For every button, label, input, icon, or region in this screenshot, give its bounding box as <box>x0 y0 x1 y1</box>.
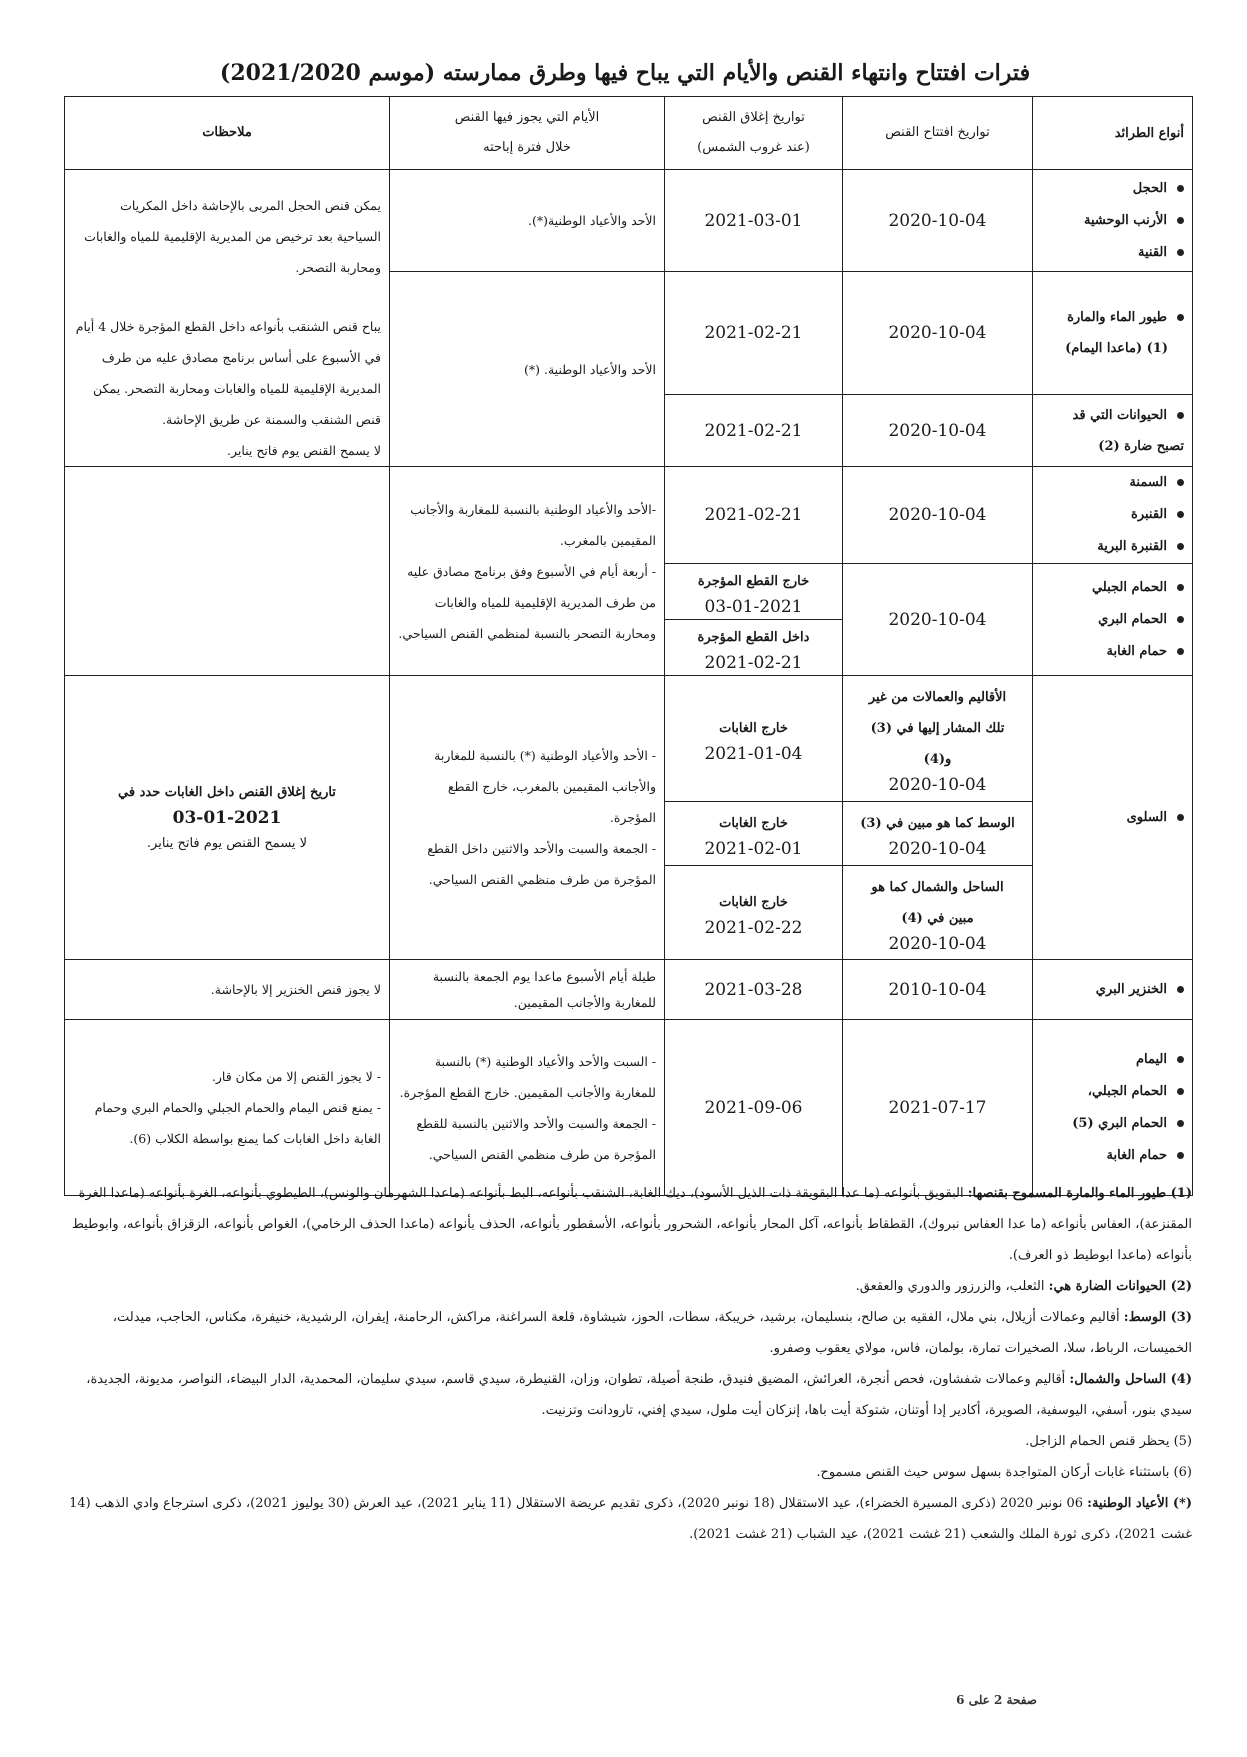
allowed-days: الأحد والأعياد الوطنية(*). <box>390 170 665 272</box>
close-date: 2021-02-21 <box>704 653 803 673</box>
hunting-seasons-table <box>64 96 1193 1196</box>
note-paragraph: يباح قنص الشنقب بأنواعه داخل القطع المؤجرة خلال 4 أيام في الأسبوع على أساس برنامج مصادق عليه من طرف المديرية الإقليمية للمياه والغابات ومحاربة التصحر. يمكن قنص الشنقب والسمنة عن طريق الإحاشة. <box>75 319 381 427</box>
days-paragraph: - الجمعة والسبت والأحد والاثنين داخل القطع المؤجرة من طرف منظمي القنص السياحي. <box>427 841 656 887</box>
bullet-icon <box>1177 814 1184 821</box>
species-cell <box>1033 564 1193 676</box>
close-date: 2021-02-22 <box>704 918 803 938</box>
species-item <box>1041 173 1184 205</box>
document-title: فترات افتتاح وانتهاء القنص والأيام التي يباح فيها وطرق ممارسته (موسم 2021/2020) <box>219 60 1031 86</box>
note-line: تاريخ إغلاق القنص داخل الغابات حدد في <box>118 784 336 800</box>
close-date-region <box>665 676 843 802</box>
species-name: طيور الماء والمارة <box>1067 310 1167 325</box>
species-name: حمام الغابة <box>1106 1147 1167 1163</box>
species-name: الحمام البري (5) <box>1072 1115 1167 1131</box>
note-paragraph: يمكن قنص الحجل المربى بالإحاشة داخل المكريات السياحية بعد ترخيص من المديرية الإقليمية للمياه والغابات ومحاربة التصحر. <box>84 198 381 275</box>
notes-cell <box>65 676 390 960</box>
close-date-outside <box>665 564 843 620</box>
page-number: صفحة 2 على 6 <box>956 1693 1037 1707</box>
footnote-6: (6) باستثناء غابات أركان المتواجدة بسهل سوس حيث القنص مسموح. <box>816 1465 1192 1480</box>
notes-cell <box>65 170 390 467</box>
days-paragraph: - أربعة أيام في الأسبوع وفق برنامج مصادق عليه من طرف المديرية الإقليمية للمياه والغابات ومحاربة التصحر بالنسبة لمنظمي القنص السياحي. <box>398 563 656 641</box>
allowed-days: الأحد والأعياد الوطنية. (*) <box>390 272 665 467</box>
days-paragraph: - الجمعة والسبت والأحد والاثنين بالنسبة للقطع المؤجرة من طرف منظمي القنص السياحي. <box>416 1115 656 1162</box>
header-open-label: تواريخ افتتاح القنص <box>885 125 990 140</box>
allowed-days <box>390 1020 665 1196</box>
header-open <box>843 97 1033 170</box>
header-species-label: أنواع الطرائد <box>1114 125 1184 141</box>
species-item <box>1041 974 1184 1006</box>
footnote-text: أقاليم وعمالات أزيلال، بني ملال، الفقيه بن صالح، بنسليمان، برشيد، خريبكة، سطات، الحوز، شيشاوة، قلعة السراغنة، مراكش، الرحامنة، إيفران، الرشيدية، خنيفرة، مكناس، الحاجب، ميدلت، الخميسات، الرباط، سلا، الصخيرات تمارة، بولمان، فاس، مولاي يعقوب وصفرو. <box>112 1310 1192 1356</box>
close-date: 2021-03-01 <box>665 170 843 272</box>
footnote-label: (*) الأعياد الوطنية: <box>1087 1496 1192 1511</box>
close-date: 2021-02-21 <box>665 467 843 564</box>
species-item <box>1041 1108 1184 1140</box>
close-date: 2021-02-21 <box>665 395 843 467</box>
table-row <box>65 960 1193 1020</box>
species-cell <box>1033 272 1193 395</box>
region-label: و(4) <box>923 752 952 767</box>
species-name: القنبرة <box>1131 507 1167 522</box>
species-name: الحيوانات التي قد <box>1072 407 1167 423</box>
footnote-1 <box>64 1178 1192 1271</box>
species-item <box>1041 636 1184 668</box>
table-row <box>65 467 1193 564</box>
table-row <box>65 676 1193 802</box>
footnote-label: (1) طيور الماء والمارة المسموح بقنصها: <box>967 1186 1192 1201</box>
close-label: خارج الغابات <box>719 895 788 910</box>
table-row <box>65 1020 1193 1196</box>
species-footnote: تصبح ضارة (2) <box>1098 438 1184 454</box>
bullet-icon <box>1177 648 1184 655</box>
species-item <box>1041 237 1184 269</box>
footnote-label: (3) الوسط: <box>1123 1310 1192 1325</box>
open-date: 2020-10-04 <box>843 395 1033 467</box>
species-item <box>1041 1076 1184 1108</box>
open-date-region <box>843 802 1033 866</box>
open-date-region <box>843 676 1033 802</box>
species-name: السلوى <box>1126 809 1167 825</box>
footnote-4 <box>64 1364 1192 1426</box>
allowed-days: طيلة أيام الأسبوع ماعدا يوم الجمعة بالنسبة للمغاربة والأجانب المقيمين. <box>390 960 665 1020</box>
footnote-national-holidays <box>64 1488 1192 1550</box>
species-name: الخنزير البري <box>1095 981 1167 997</box>
footnotes <box>64 1178 1192 1550</box>
close-date: 03-01-2021 <box>704 597 803 617</box>
bullet-icon <box>1177 986 1184 993</box>
species-name: حمام الغابة <box>1106 643 1167 659</box>
bullet-icon <box>1177 412 1184 419</box>
species-item <box>1041 467 1184 499</box>
open-date-region <box>843 866 1033 960</box>
species-name: القنية <box>1138 244 1167 260</box>
header-days-line1: الأيام التي يجوز فيها القنص <box>454 110 600 125</box>
bullet-icon <box>1177 1120 1184 1127</box>
header-days-line2: خلال فترة إباحته <box>483 140 571 155</box>
bullet-icon <box>1177 185 1184 192</box>
bullet-icon <box>1177 1152 1184 1159</box>
species-name: اليمام <box>1135 1051 1167 1067</box>
header-days <box>390 97 665 170</box>
open-date: 2020-10-04 <box>843 170 1033 272</box>
species-footnote: (1) (ماعدا اليمام) <box>1065 341 1168 356</box>
close-label: خارج القطع المؤجرة <box>697 574 810 589</box>
days-paragraph: -الأحد والأعياد الوطنية بالنسبة للمغاربة والأجانب المقيمين بالمغرب. <box>410 501 656 548</box>
header-notes-label: ملاحظات <box>202 125 252 140</box>
species-cell <box>1033 170 1193 272</box>
species-item <box>1041 1044 1184 1076</box>
footnote-label: (4) الساحل والشمال: <box>1069 1372 1192 1387</box>
species-name: الحمام الجبلي <box>1091 579 1167 595</box>
allowed-days <box>390 467 665 676</box>
header-close-line1: تواريخ إغلاق القنص <box>702 110 805 125</box>
note-line: لا يسمح القنص يوم فاتح يناير. <box>146 835 308 851</box>
species-item <box>1041 205 1184 237</box>
bullet-icon <box>1177 616 1184 623</box>
region-label: الساحل والشمال كما هو <box>871 879 1004 895</box>
species-item <box>1041 802 1184 834</box>
footnote-2 <box>64 1271 1192 1302</box>
footnote-label: (2) الحيوانات الضارة هي: <box>1048 1279 1192 1294</box>
close-date-region <box>665 866 843 960</box>
bullet-icon <box>1177 543 1184 550</box>
open-date: 2021-07-17 <box>843 1020 1033 1196</box>
open-date: 2020-10-04 <box>843 467 1033 564</box>
species-cell <box>1033 467 1193 564</box>
bullet-icon <box>1177 584 1184 591</box>
close-date: 2021-01-04 <box>704 744 803 764</box>
table-header-row <box>65 97 1193 170</box>
bullet-icon <box>1177 479 1184 486</box>
species-item <box>1041 604 1184 636</box>
note-date: 03-01-2021 <box>172 807 282 828</box>
notes-cell <box>65 1020 390 1196</box>
header-species <box>1033 97 1193 170</box>
bullet-icon <box>1177 1088 1184 1095</box>
close-date: 2021-09-06 <box>665 1020 843 1196</box>
open-date: 2020-10-04 <box>888 933 987 954</box>
species-name: الحمام الجبلي، <box>1087 1083 1167 1099</box>
close-date-region <box>665 802 843 866</box>
species-name: الأرنب الوحشية <box>1083 212 1167 228</box>
footnote-text: البقويق بأنواعه (ما عدا البقويقة ذات الذيل الأسود)، ديك الغابة، الشنقب بأنواعه، البط بأنواعه (ماعدا الشهرمان والونس)، الطيطوي بأنواعه، الغرة بأنواعه (ماعدا الغرة المقنزعة)، العفاس بأنواعه (ما عدا العفاس نبروك)، القطقاط بأنواعه، آكل المحار بأنواعه، الشحرور بأنواعه، الأسقطور بأنواعه، الحذف بأنواعه (ماعدا الحذف الرخامي)، الغواص بأنواعه، الزقزاق بأنواعه، وابوطيط بأنواعه (ماعدا ابوطيط ذو العرف). <box>71 1186 1192 1263</box>
species-name: القنبرة البرية <box>1097 539 1167 554</box>
header-close-line2: (عند غروب الشمس) <box>697 140 810 155</box>
close-date-inside <box>665 620 843 676</box>
note-paragraph: - لا يجوز القنص إلا من مكان قار. <box>211 1069 381 1084</box>
footnote-text: 06 نونبر 2020 (ذكرى المسيرة الخضراء)، عيد الاستقلال (18 نونبر 2020)، ذكرى تقديم عريضة الاستقلال (11 يناير 2021)، عيد العرش (30 يوليوز 2021)، ذكرى استرجاع وادي الذهب (14 غشت 2021)، ذكرى ثورة الملك والشعب (21 غشت 2021)، عيد الشباب (21 غشت 2021). <box>69 1496 1192 1542</box>
region-label: الأقاليم والعمالات من غير <box>868 690 1007 705</box>
species-item <box>1041 531 1184 563</box>
species-name: السمنة <box>1129 475 1167 490</box>
days-paragraph: - الأحد والأعياد الوطنية (*) بالنسبة للمغاربة والأجانب المقيمين بالمغرب، خارج القطع المؤجرة. <box>434 748 656 825</box>
bullet-icon <box>1177 511 1184 518</box>
bullet-icon <box>1177 314 1184 321</box>
species-cell <box>1033 960 1193 1020</box>
species-cell <box>1033 395 1193 467</box>
open-date: 2010-10-04 <box>843 960 1033 1020</box>
close-label: داخل القطع المؤجرة <box>697 630 810 645</box>
note-paragraph: - يمنع قنص اليمام والحمام الجبلي والحمام البري وحمام الغابة داخل الغابات كما يمنع بواسطة الكلاب (6). <box>94 1100 381 1146</box>
close-label: خارج الغابات <box>719 721 788 736</box>
footnote-text: أقاليم وعمالات شفشاون، فحص أنجرة، العرائش، المضيق فنيدق، طنجة أصيلة، تطوان، وزان، القنيطرة، سيدي قاسم، سيدي سليمان، المحمدية، الدار البيضاء، النواصر، مديونة، الجديدة، سيدي بنور، أسفي، اليوسفية، الصويرة، أكادير إدا أوتنان، شتوكة أيت باها، إنزكان أيت ملول، سيدي إفني، تارودانت وتزنيت. <box>86 1372 1192 1418</box>
close-date: 2021-02-01 <box>704 839 803 859</box>
open-date: 2020-10-04 <box>843 272 1033 395</box>
header-close <box>665 97 843 170</box>
open-date: 2020-10-04 <box>888 839 987 859</box>
table-row <box>65 170 1193 272</box>
species-cell <box>1033 676 1193 960</box>
open-date: 2020-10-04 <box>888 775 987 795</box>
species-item <box>1041 572 1184 604</box>
footnote-3 <box>64 1302 1192 1364</box>
species-name: الحجل <box>1132 180 1167 196</box>
close-label: خارج الغابات <box>719 816 788 831</box>
open-date: 2020-10-04 <box>843 564 1033 676</box>
header-notes <box>65 97 390 170</box>
notes-cell: لا يجوز قنص الخنزير إلا بالإحاشة. <box>65 960 390 1020</box>
bullet-icon <box>1177 249 1184 256</box>
days-paragraph: - السبت والأحد والأعياد الوطنية (*) بالنسبة للمغاربة والأجانب المقيمين. خارج القطع المؤجرة. <box>399 1053 656 1100</box>
species-item <box>1041 1140 1184 1172</box>
bullet-icon <box>1177 1056 1184 1063</box>
region-label: مبين في (4) <box>901 910 974 926</box>
notes-cell-empty <box>65 467 390 676</box>
footnote-5: (5) يحظر قنص الحمام الزاجل. <box>1025 1434 1192 1449</box>
species-item <box>1041 499 1184 531</box>
note-paragraph: لا يسمح القنص يوم فاتح يناير. <box>226 443 381 458</box>
allowed-days <box>390 676 665 960</box>
bullet-icon <box>1177 217 1184 224</box>
close-date: 2021-03-28 <box>665 960 843 1020</box>
species-name: الحمام البري <box>1098 611 1167 627</box>
region-label: الوسط كما هو مبين في (3) <box>860 816 1015 831</box>
species-cell <box>1033 1020 1193 1196</box>
region-label: تلك المشار إليها في (3) <box>870 721 1005 736</box>
footnote-text: الثعلب، والزرزور والدوري والعقعق. <box>855 1279 1049 1294</box>
close-date: 2021-02-21 <box>665 272 843 395</box>
